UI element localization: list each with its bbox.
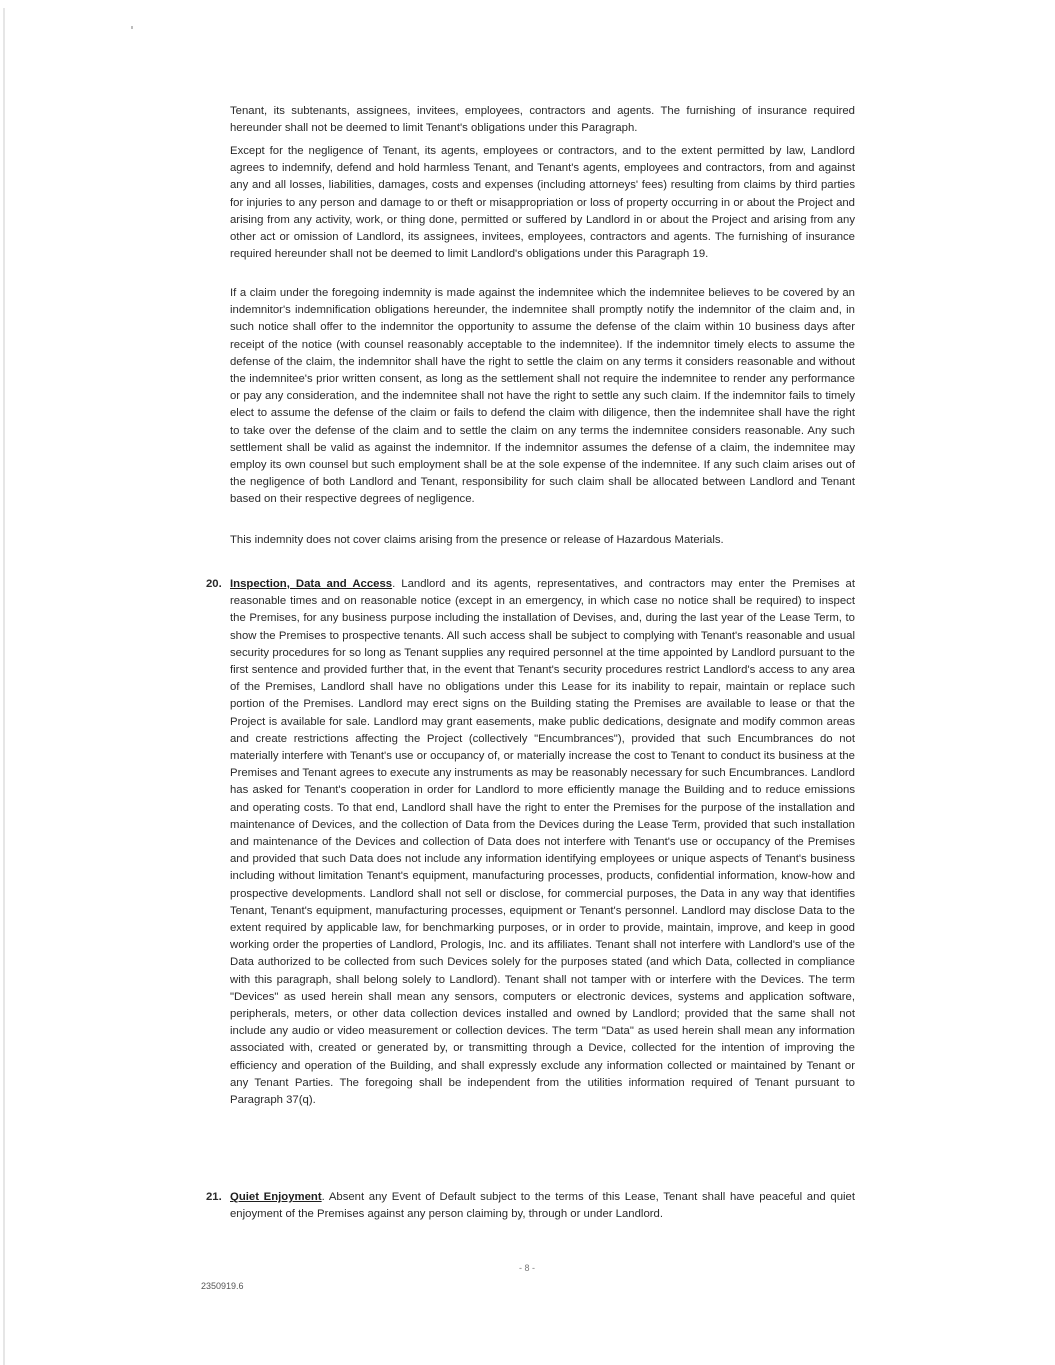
paragraph-landlord-indemnity: Except for the negligence of Tenant, its agents, employees or contractors, and to the extent permitted by law, Landlord agrees to indemnify, defend and hold harmless Tenant, and Tenant's agents, employees and contractors, from and against any and all losses, liabilities, damages, costs and expenses (including attorneys' fees) resulting from claims by third parties for injuries to any person and damage to or theft or misappropriation or loss of property occurring in or about the Project and arising from any activity, work, or thing done, permitted or suffered by Landlord in or about the Project and arising from any other act or omission of Landlord, its assignees, invitees, employees, contractors and agents. The furnishing of insurance required hereunder shall not be deemed to limit Landlord's obligations under this Paragraph 19. (230, 145, 855, 261)
paragraph-insurance-continuation: Tenant, its subtenants, assignees, invitees, employees, contractors and agents. The furnishing of insurance required hereunder shall not be deemed to limit Tenant's obligations under this Paragraph. (230, 105, 855, 135)
section-21 (206, 1189, 855, 1223)
section-text: . Landlord and its agents, representatives, and contractors may enter the Premises at reasonable times and on reasonable notice (except in an emergency, in which case no notice shall be required) to inspect the Premises, for any business purpose including the installation of Devises, and, during the last year of the Lease Term, to show the Premises to prospective tenants. All such access shall be subject to complying with Tenant's reasonable and usual security procedures for so long as Tenant supplies any required personnel at the time appointed by Landlord pursuant to the first sentence and provided further that, in the event that Tenant's security procedures restrict Landlord's access to any area of the Premises, Landlord shall have no obligations under this Lease for its inability to repair, maintain or replace such portion of the Premises. Landlord may erect signs on the Building stating the Premises are available to lease or that the Project is available for sale. Landlord may grant easements, make public dedications, designate and modify common areas and create restrictions affecting the Project (collectively "Encumbrances"), provided that such Encumbrances do not materially interfere with Tenant's use or occupancy of, or materially increase the cost to Tenant to conduct its business at the Premises and Tenant agrees to execute any instruments as may be reasonably necessary for such Encumbrances. Landlord has asked for Tenant's cooperation in order for Landlord to more efficiently manage the Building and to reduce emissions and operating costs. To that end, Landlord shall have the right to enter the Premises for the purpose of the installation and maintenance of Devices, and the collection of Data from the Devices during the Lease Term, provided that such installation and maintenance of the Devices and collection of Data does not interfere with Tenant's use or occupancy of the Premises and provided that such Data does not include any information identifying employees or unique aspects of Tenant's business including without limitation Tenant's equipment, manufacturing processes, products, confidential information, know-how and prospective developments. Landlord shall not sell or disclose, for commercial purposes, the Data in any way that identifies Tenant, Tenant's equipment, manufacturing processes, equipment or Tenant's personnel. Landlord may disclose Data to the extent required by applicable law, for benchmarking purposes, or in order to provide, maintain, improve, and keep in good working order the properties of Landlord, Prologis, Inc. and its affiliates. Tenant shall not interfere with Landlord's use of the Data authorized to be collected from such Devices solely for the purposes stated (and which Data, collected in compliance with this paragraph, shall belong solely to Landlord). Tenant shall not tamper with or interfere with the Devices. The term "Devices" as used herein shall mean any sensors, computers or electronic devices, systems and application software, peripherals, meters, or other data collection devices installed and owned by Landlord; provided that the same shall not include any audio or video measurement or collection devices. The term "Data" as used herein shall mean any information associated with, created or generated by, or transmitting through a Device, collected for the intention of improving the efficiency and operation of the Building, and shall expressly exclude any information collected or maintained by Tenant or any Tenant Parties. The foregoing shall be independent from the utilities information required of Tenant pursuant to Paragraph 37(q). (230, 578, 855, 1107)
section-heading: Quiet Enjoyment (230, 1191, 322, 1203)
page-edge-shadow (3, 8, 5, 1365)
scan-speck (131, 26, 133, 29)
document-id: 2350919.6 (201, 1281, 244, 1291)
page-number: - 8 - (519, 1263, 536, 1273)
section-20 (206, 576, 855, 1109)
section-heading: Inspection, Data and Access (230, 578, 393, 590)
section-body (230, 576, 855, 1109)
paragraph-claim-procedure: If a claim under the foregoing indemnity is made against the indemnitee which the indemnitee believes to be covered by an indemnitor's indemnification obligations hereunder, the indemnitee shall promptly notify the indemnitor of the claim and, in such notice shall offer to the indemnitor the opportunity to assume the defense of the claim within 10 business days after receipt of the notice (with counsel reasonably acceptable to the indemnitee). If the indemnitor timely elects to assume the defense of the claim, the indemnitor shall have the right to settle the claim on any terms it considers reasonable and without the indemnitee's prior written consent, as long as the settlement shall not require the indemnitee to render any performance or pay any consideration, and the indemnitee shall not have the right to settle any such claim. If the indemnitor fails to timely elect to assume the defense of the claim or fails to defend the claim with diligence, then the indemnitee shall have the right to take over the defense of the claim and to settle the claim on any terms the indemnitee considers reasonable. Any such settlement shall be valid as against the indemnitor. If the indemnitor assumes the defense of a claim, the indemnitee may employ its own counsel but such employment shall be at the sole expense of the indemnitee. If any such claim arises out of the negligence of both Landlord and Tenant, responsibility for such claim shall be allocated between Landlord and Tenant based on their respective degrees of negligence. (230, 287, 855, 506)
paragraph-hazardous-exclusion: This indemnity does not cover claims arising from the presence or release of Hazardous Materials. (230, 534, 724, 546)
section-body (230, 1189, 855, 1223)
section-number: 21. (206, 1191, 222, 1203)
section-text: . Absent any Event of Default subject to the terms of this Lease, Tenant shall have peaceful and quiet enjoyment of the Premises against any person claiming by, through or under Landlord. (230, 1191, 855, 1221)
section-number: 20. (206, 578, 222, 590)
